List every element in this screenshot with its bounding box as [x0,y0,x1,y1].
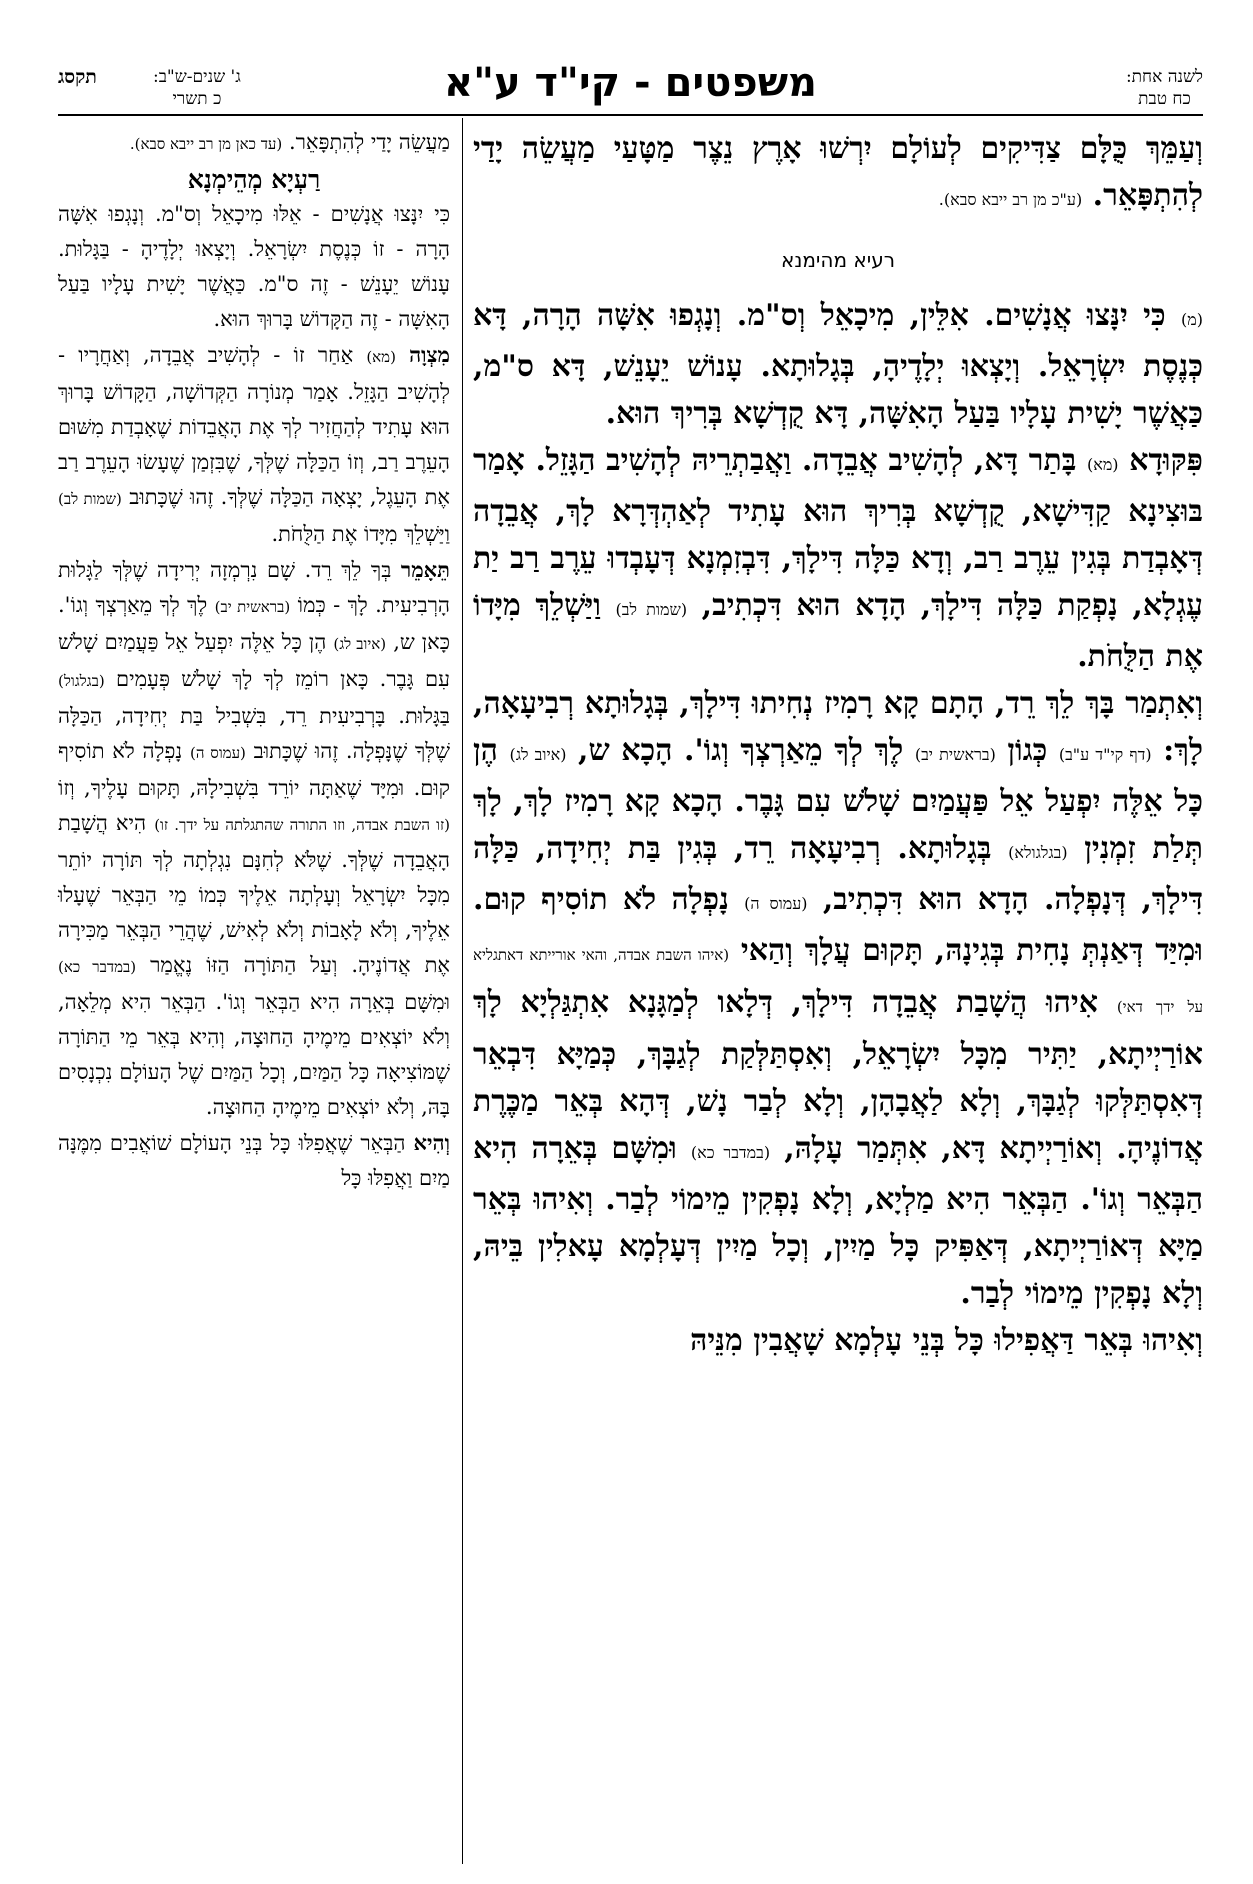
main-p3-ref-gen: (בראשית יב) [914,745,996,764]
side-p4-head: וְהִיא [413,1130,450,1155]
main-column [473,125,1203,1364]
side-p3-g: וּמִשָּׁם בְּאֵרָה הִיא הַבְּאֵר וְגוֹ'. הַבְּאֵר הִיא מְלֵאָה, וְלֹא יוֹצְאִים מֵימֶיהָ הַחוּצָה, וְהִיא בְּאֵר מֵי הַתּוֹרָה שֶׁמּוֹצִיאָה כָּל הַמַּיִם, וְכָל הַמַּיִם שֶׁל הָעוֹלָם נִכְנָסִים בָּהּ, וְלֹא יוֹצְאִים מֵימֶיהָ הַחוּצָה. [58,990,450,1119]
side-p3-e: נָפְלָה לֹא תוֹסִיף קוּם. וּמִיָּד שֶׁאַתָּה יוֹרֵד בִּשְׁבִילָהּ, תָּקוּם עָלֶיךָ, וְזוֹ [58,739,450,800]
side-p3-c: הֶן כָּל אֵלֶּה יִפְעַל אֵל פַּעֲמַיִם שָׁלֹשׁ עִם גָּבֶר. כָּאן רוֹמֵז לְךָ לָךְ שָׁלֹשׁ פְּעָמִים [58,630,450,691]
side-p2-end: וַיַּשְׁלֵךְ מִיָּדוֹ אֶת הַלֻּחֹת. [271,522,450,546]
header-left-block [153,66,241,110]
main-p3-c: לֶךְ לְךָ מֵאַרְצְךָ וְגוֹ'. הָכָא ש, [578,733,904,768]
side-p1-text: כִּי יִנָּצוּ אֲנָשִׁים - אֵלּוּ מִיכָאֵל וְס"מ. וְנָגְפוּ אִשָּׁה הָרָה - זוֹ כְּנֶסֶת יִשְׂרָאֵל. וְיָצְאוּ יְלָדֶיהָ - בַּגָּלוּת. עָנוֹשׁ יֵעָנֵשׁ - זֶה ס"מ. כַּאֲשֶׁר יָשִׁית עָלָיו בַּעַל הָאִשָּׁה - זֶה הַקָּדוֹשׁ בָּרוּךְ הוּא. [58,202,450,331]
main-p4-head: וְאִיהוּ [1143,1323,1203,1358]
main-p3-ref-job: (איוב לג) [509,745,567,764]
side-p3-head: תֵּאָמֵר [400,557,450,582]
side-p2-text: אַחַר זוֹ - לְהָשִׁיב אֲבֵדָה, וְאַחֲרָיו - לְהָשִׁיב הַגָּזֵל. אָמַר מְנוֹרָה הַקְּדוֹשָׁה, הַקָּדוֹשׁ בָּרוּךְ הוּא עָתִיד לְהַחֲזִיר לְךָ אֶת הָאֲבֵדוֹת שֶׁאָבְדַת מִשּׁוּם הָעֵרֶב רַב, וְזוֹ הַכַּלָּה שֶׁלְּךָ, שֶׁבִּזְמַן שֶׁעָשׂוּ הָעֵרֶב רַב אֶת הָעֵגֶל, יָצְאָה הַכַּלָּה שֶׁלְּךָ. זֶהוּ שֶׁכָּתוּב [58,343,450,509]
main-p3-d: הֶן כָּל אֵלֶּה יִפְעַל אֵל פַּעֲמַיִם שָׁלֹשׁ עִם גָּבֶר. הָכָא קָא רָמִיז לָךְ, לָךְ תְּלַת זִמְנִין [473,733,1203,866]
header-divider [58,114,1203,116]
side-p3-ref-job: (איוב לג) [333,635,387,653]
main-paragraph-3 [473,680,1203,1317]
main-p3-note: (איהו השבת אבדה, והאי אורייתא דאתגליא על ידך דאי) [473,946,1203,1016]
main-opening-text: וְעַמֵּךְ כֻּלָּם צַדִּיקִים לְעוֹלָם יִרְשׁוּ אָרֶץ נֵצֶר מַטָּעַי מַעֲשֵׂה יָדַי לְהִתְפָּאֵר. [473,131,1203,213]
side-opening [58,125,450,162]
main-paragraph-2 [473,437,1203,680]
page-title: משפטים - קי"ד ע"א [444,60,817,106]
header-three-years-date: כ תשרי [172,89,222,109]
page-header [58,58,1203,114]
main-p2-ref: (מא) [1086,455,1119,474]
side-p3-ref-amos: (עמוס ה) [189,744,246,762]
header-three-years-label: ג' שנים-ש"ב: [153,67,241,87]
side-column [58,125,450,1196]
side-section-title: רַעְיָא מְהֵימְנָא [187,165,321,194]
side-p3-note: (זו השבת אבדה, וזו התורה שהתגלתה על ידך. זו) [154,816,450,834]
main-p3-text: בָּךְ לֵךְ רֵד, הָתָם קָא רָמִיז נְחִיתוּ דִּילָךְ, בְּגָלוּתָא רְבִיעָאָה, לָךְ: [473,686,1204,768]
main-p1-text: כִּי יִנָּצוּ אֲנָשִׁים. אִלֵּין, מִיכָאֵל וְס"מ. וְנָגְפוּ אִשָּׁה הָרָה, דָּא כְּנֶסֶת יִשְׂרָאֵל. וְיָצְאוּ יְלָדֶיהָ, בְּגָלוּתָא. עָנוֹשׁ יֵעָנֵשׁ, דָּא ס"מ, כַּאֲשֶׁר יָשִׁית עָלָיו בַּעַל הָאִשָּׁה, דָּא קֻדְשָׁא בְּרִיךְ הוּא. [473,298,1203,431]
side-opening-text: מַעֲשֵׂה יָדַי לְהִתְפָּאֵר. [288,130,450,154]
main-p2-head: פִּקּוּדָא [1129,443,1203,478]
side-opening-note: (עד כאן מן רב ייבא סבא). [129,135,283,153]
main-p3-ref-galgal: (בגלגולא) [1008,843,1068,862]
main-paragraph-1 [473,292,1203,437]
side-p3-ref-gen: (בראשית יב) [214,598,291,616]
side-p2-ref: (מא) [366,348,396,366]
side-paragraph-3 [58,552,450,1125]
side-p3-b: לֶךְ לְךָ מֵאַרְצְךָ וְגוֹ'. כָּאן ש, [58,593,450,654]
side-paragraph-4 [58,1125,450,1196]
page-number: תקסג [58,66,97,88]
main-p3-h: וּמִשָּׁם בְּאֵרָה הִיא הַבְּאֵר וְגוֹ'. הַבְּאֵר הִיא מַלְיָא, וְלָא נָפְקִין מֵימוֹי לְבַר. וְאִיהוּ בְּאֵר מַיָּא דְּאוֹרַיְיתָא, דְּאַפִּיק כָּל מַיִין, וְכָל מַיִין דְּעָלְמָא עָאלִין בֵּיהּ, וְלָא נָפְקִין מֵימוֹי לְבַר. [473,1131,1203,1311]
side-paragraph-2 [58,337,450,552]
main-section-title: רעיא מהימנא [780,248,896,272]
main-p2-ref2: (שמות לב) [615,600,688,619]
main-p3-e: בְּגָלוּתָא. רְבִיעָאָה רֵד, בְּגִין בַּת יְחִידָה, כַּלָּה דִּילָךְ, דְּנָפְלָה. הָדָא הוּא דִּכְתִיב, [473,831,1203,917]
side-paragraph-1 [58,197,450,337]
side-p3-f: הִיא הֲשָׁבַת הָאֲבֵדָה שֶׁלְּךָ. שֶׁלֹּא לְחִנָּם נִגְלְתָה לְךָ תּוֹרָה יוֹתֵר מִכָּל יִשְׂרָאֵל וְעָלְתָה אֵלֶיךָ כְּמוֹ מֵי הַבְּאֵר שֶׁעָלוּ אֵלֶיךָ, וְלֹא לָאָבוֹת וְלֹא לְאִישׁ, שֶׁהֲרֵי הַבְּאֵר מַכִּירָה אֶת אֲדוֹנֶיהָ. וְעַל הַתּוֹרָה הַזּוֹ נֶאֱמַר [58,811,450,977]
header-one-year-label: לשנה אחת: [1125,67,1203,87]
main-opening-note: (ע"כ מן רב ייבא סבא). [938,190,1083,209]
main-p3-head: וְאִתְמַר [1125,686,1203,721]
side-p4-text: הַבְּאֵר שֶׁאֲפִלּוּ כָּל בְּנֵי הָעוֹלָם שׁוֹאֲבִים מִמֶּנָּה מַיִם וַאֲפִלּוּ כָּל [58,1131,450,1190]
main-opening [473,125,1203,223]
side-p3-ref-galgal: (בגלגול) [58,672,105,690]
main-p3-g: אִיהוּ הֲשָׁבַת אֲבֵדָה דִּילָךְ, דְּלָאו לְמַגָּנָא אִתְגַּלְיָא לָךְ אוֹרַיְיתָא, יַתִּיר מִכָּל יִשְׂרָאֵל, וְאִסְתַּלְּקַת לְגַבָּךְ, כְּמַיָּא דִּבְאֵר דְּאִסְתַּלְּקוּ לְגַבָּךְ, וְלָא לַאֲבָהָן, וְלָא לְבַר נָשׁ, דְּהָא בְּאֵר מַכֶּרֶת אֲדוֹנֶיהָ. וְאוֹרַיְיתָא דָּא, אִתְּמַר עָלָהּ, [473,985,1203,1166]
main-p3-ref-amos: (עמוס ה) [744,894,808,913]
side-p3-ref-num: (במדבר כא) [58,958,137,976]
main-p3-ref-daf: (דף קי"ד ע"ב) [1058,745,1152,764]
main-p2-end: וַיַּשְׁלֵךְ מִיָּדוֹ אֶת הַלֻּחֹת. [473,588,1203,674]
side-p2-ref2: (שמות לב) [58,490,122,508]
main-paragraph-4 [473,1317,1203,1364]
side-p3-text: בְּךָ לֵךְ רֵד. שָׁם נִרְמְזָה יְרִידָה שֶׁלְּךָ לַגָּלוּת הָרְבִיעִית. לָךְ - כְּמוֹ [58,558,450,617]
main-p4-text: בְּאֵר דַּאֲפִילוּ כָּל בְּנֵי עָלְמָא שָׁאֲבִין מִנֵּיהּ [690,1323,1133,1358]
header-one-year-date: כח טבת [1138,89,1191,109]
column-divider [462,118,463,1864]
main-p1-ref: (מ) [1181,310,1203,329]
main-p3-f: נָפְלָה לֹא תוֹסִיף קוּם. וּמִיַּד דְּאַנְתְּ נָחִית בְּגִינָהּ, תָּקוּם עֲלָךְ וְהַאי [473,882,1203,968]
main-p3-b: כְּגוֹן [1007,733,1048,768]
main-p3-ref-num: (במדבר כא) [690,1143,771,1162]
side-p3-d: בַּגָּלוּת. בָּרְבִיעִית רֵד, בִּשְׁבִיל בַּת יְחִידָה, הַכַּלָּה שֶׁלְּךָ שֶׁנָּפְלָה. זֶהוּ שֶׁכָּתוּב [58,704,450,763]
main-p2-text: בָּתַר דָּא, לְהָשִׁיב אֲבֵדָה. וַאֲבַתְרֵיהּ לְהָשִׁיב הַגָּזֵל. אָמַר בּוּצִינָא קַדִּישָׁא, קֻדְשָׁא בְּרִיךְ הוּא עָתִיד לְאַהְדְּרָא לָךְ, אֲבֵדָה דְּאָבְדַת בְּגִין עֵרֶב רַב, וְדָא כַּלָּה דִּילָךְ, דִּבְזִמְנָא דְּעָבְדוּ עֵרֶב רַב יַת עֶגְלָא, נָפְקַת כַּלָּה דִּילָךְ, הָדָא הוּא דִּכְתִיב, [473,443,1203,623]
side-p2-head: מִצְוָה [409,342,450,367]
